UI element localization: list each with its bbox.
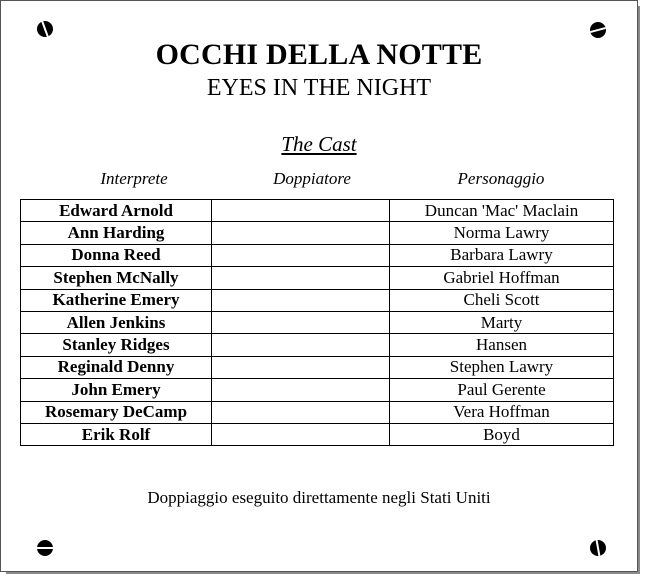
table-row [21,334,614,356]
dubber-cell [212,222,390,244]
table-row [21,379,614,401]
screw-icon-bottom-left [37,540,53,556]
actor-cell: Stanley Ridges [21,334,212,356]
table-row [21,401,614,423]
dubber-cell [212,244,390,266]
table-row [21,356,614,378]
actor-cell: Ann Harding [21,222,212,244]
column-header-character: Personaggio [457,169,545,188]
character-cell: Stephen Lawry [390,356,614,378]
actor-cell: Allen Jenkins [21,311,212,333]
table-row [21,244,614,266]
dubber-cell [212,289,390,311]
dubber-cell [212,379,390,401]
column-header-dubber: Doppiatore [273,169,351,188]
actor-cell: Donna Reed [21,244,212,266]
cast-table [20,199,614,446]
character-cell: Barbara Lawry [390,244,614,266]
actor-cell: Rosemary DeCamp [21,401,212,423]
actor-cell: John Emery [21,379,212,401]
actor-cell: Erik Rolf [21,423,212,445]
dubber-cell [212,334,390,356]
page-title: OCCHI DELLA NOTTE [155,38,483,71]
actor-cell: Katherine Emery [21,289,212,311]
dubber-cell [212,356,390,378]
table-row [21,423,614,445]
column-header-actor: Interprete [100,169,168,188]
table-row [21,200,614,222]
dubbing-note: Doppiaggio eseguito direttamente negli Stati Uniti [147,488,491,507]
character-cell: Hansen [390,334,614,356]
cast-table-body [21,200,614,446]
actor-cell: Stephen McNally [21,267,212,289]
table-row [21,289,614,311]
dubber-cell [212,423,390,445]
screw-icon-top-left [37,21,53,37]
screw-icon-top-right [590,22,606,38]
dubber-cell [212,401,390,423]
character-cell: Duncan 'Mac' Maclain [390,200,614,222]
character-cell: Boyd [390,423,614,445]
character-cell: Marty [390,311,614,333]
character-cell: Norma Lawry [390,222,614,244]
screw-icon-bottom-right [590,540,606,556]
table-row [21,222,614,244]
table-row [21,311,614,333]
character-cell: Paul Gerente [390,379,614,401]
actor-cell: Reginald Denny [21,356,212,378]
dubber-cell [212,267,390,289]
dubber-cell [212,311,390,333]
character-cell: Cheli Scott [390,289,614,311]
character-cell: Vera Hoffman [390,401,614,423]
character-cell: Gabriel Hoffman [390,267,614,289]
actor-cell: Edward Arnold [21,200,212,222]
cast-heading: The Cast [281,132,357,156]
page-subtitle: EYES IN THE NIGHT [206,75,432,101]
table-row [21,267,614,289]
dubber-cell [212,200,390,222]
